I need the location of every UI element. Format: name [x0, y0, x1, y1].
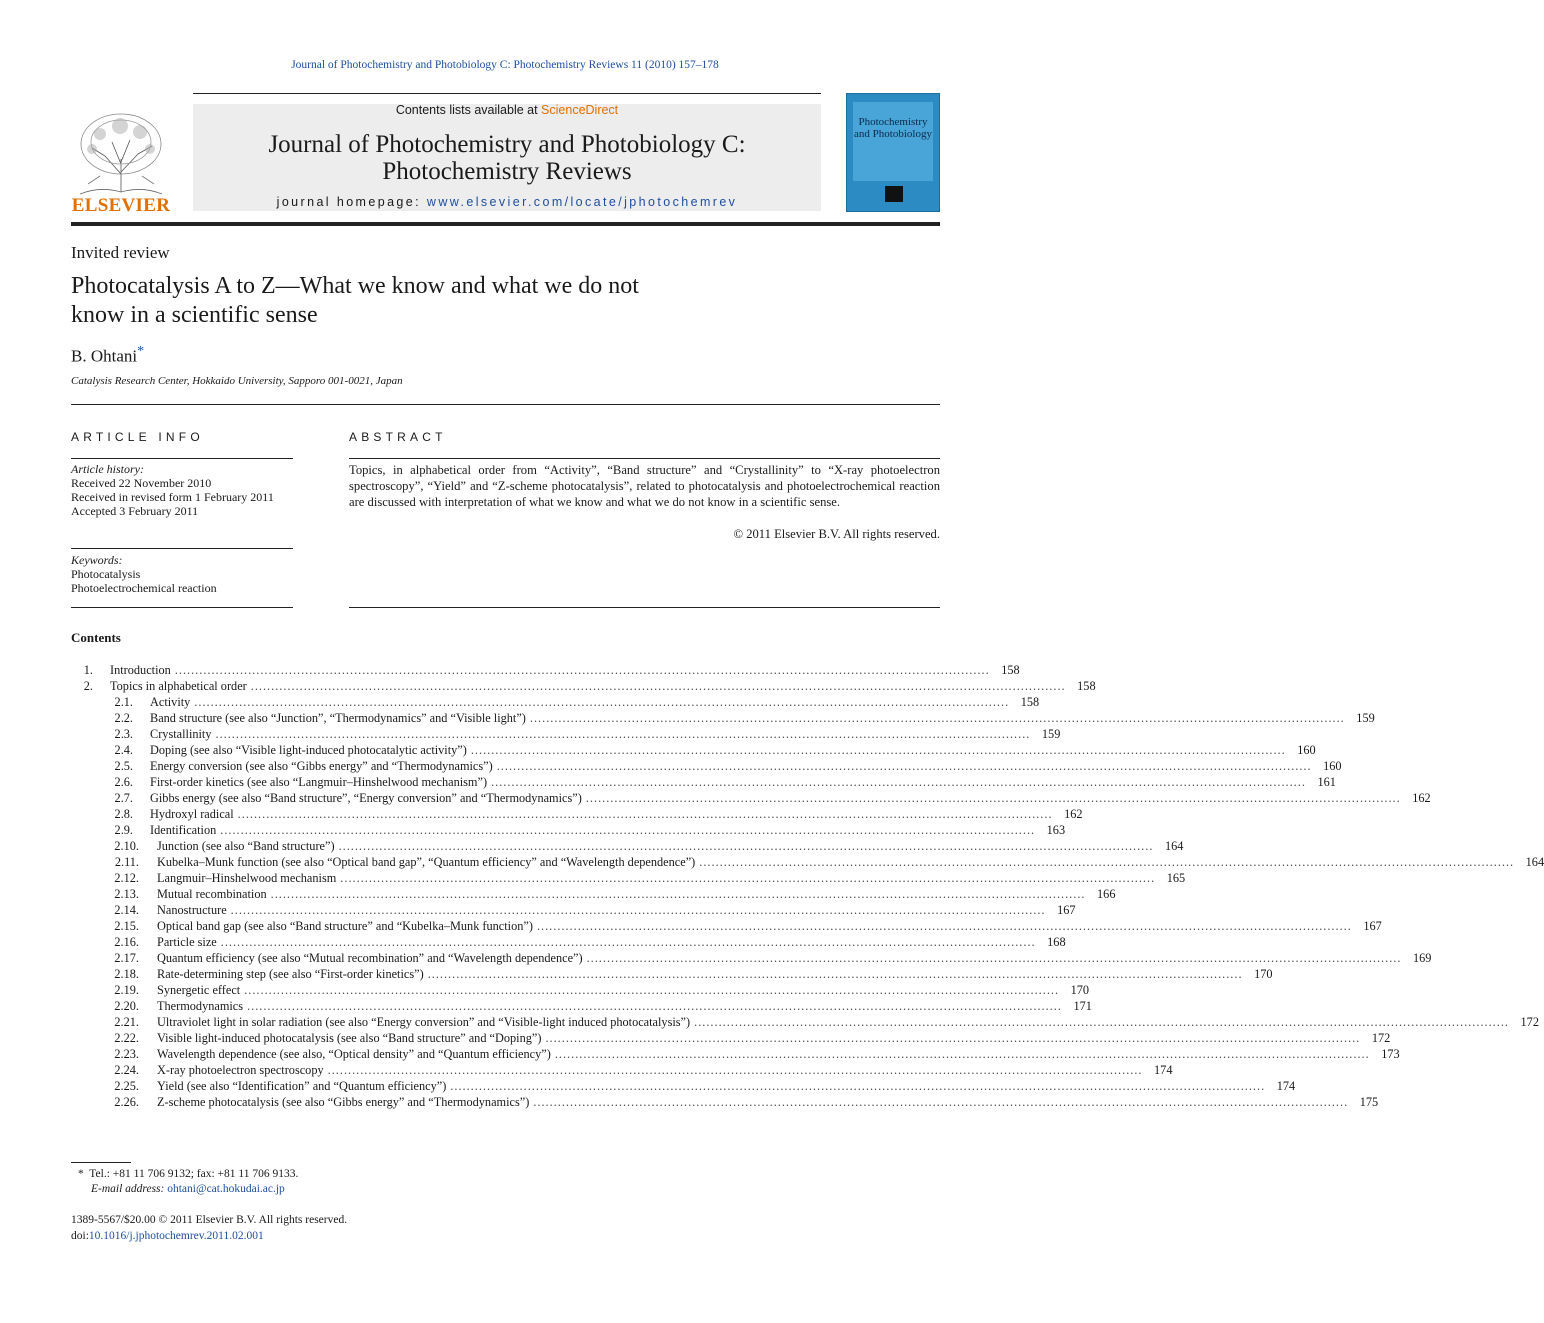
toc-entry-page[interactable]: 160 [1323, 759, 1342, 773]
toc-entry-number: 2.16. [114, 935, 139, 949]
table-of-contents [71, 662, 1544, 1110]
toc-entry[interactable] [71, 806, 1083, 822]
toc-entry[interactable] [71, 774, 1336, 790]
toc-entry[interactable] [71, 982, 1090, 998]
toc-entry[interactable] [71, 694, 1040, 710]
header-thick-rule [71, 222, 940, 226]
toc-entry-title[interactable]: X-ray photoelectron spectroscopy [157, 1063, 324, 1077]
toc-entry-title[interactable]: Mutual recombination [157, 887, 267, 901]
toc-entry-page[interactable]: 173 [1381, 1047, 1400, 1061]
article-title-line-2: know in a scientific sense [71, 302, 318, 328]
toc-leader-dots: ........................................................................................................................................................................................................ [247, 999, 1062, 1013]
publisher-wordmark: ELSEVIER [71, 195, 171, 216]
author [71, 344, 144, 367]
toc-entry-page[interactable]: 162 [1412, 791, 1431, 805]
toc-entry-number: 2.6. [114, 775, 133, 789]
toc-entry-page[interactable]: 168 [1047, 935, 1066, 949]
toc-entry-title[interactable]: Activity [150, 695, 191, 709]
toc-entry-number: 2.23. [114, 1047, 139, 1061]
journal-cover-image [846, 93, 940, 212]
toc-leader-dots: ........................................................................................................................................................................................................ [586, 951, 1402, 965]
toc-entry-title[interactable]: Junction (see also “Band structure”) [157, 839, 335, 853]
toc-leader-dots: ........................................................................................................................................................................................................ [450, 1079, 1266, 1093]
email-label: E-mail address: [91, 1183, 165, 1195]
toc-entry-page[interactable]: 160 [1297, 743, 1316, 757]
toc-entry-page[interactable]: 174 [1276, 1079, 1296, 1093]
toc-entry[interactable] [71, 1014, 1539, 1030]
toc-entry-title[interactable]: Topics in alphabetical order [110, 679, 247, 693]
footnote [78, 1167, 298, 1197]
keyword: Photocatalysis [71, 567, 141, 581]
author-name[interactable]: B. Ohtani [71, 346, 138, 366]
toc-entry-title[interactable]: Doping (see also “Visible light-induced photocatalytic activity”) [150, 743, 467, 757]
toc-entry-title[interactable]: Rate-determining step (see also “First-order kinetics”) [157, 967, 424, 981]
toc-entry-title[interactable]: Ultraviolet light in solar radiation (see also “Energy conversion” and “Visible-light induced photocatalysis”) [157, 1015, 691, 1029]
toc-leader-dots: ........................................................................................................................................................................................................ [270, 887, 1086, 901]
toc-leader-dots: ........................................................................................................................................................................................................ [585, 791, 1401, 805]
toc-entry[interactable] [71, 886, 1116, 902]
toc-entry-title[interactable]: Wavelength dependence (see also, “Optical density” and “Quantum efficiency”) [157, 1047, 551, 1061]
article-type: Invited review [71, 243, 170, 262]
toc-entry-page[interactable]: 166 [1097, 887, 1116, 901]
toc-entry-title[interactable]: Yield (see also “Identification” and “Quantum efficiency”) [157, 1079, 447, 1093]
issn-line: 1389-5567/$20.00 © 2011 Elsevier B.V. All rights reserved. [71, 1214, 348, 1226]
toc-entry-title[interactable]: Langmuir–Hinshelwood mechanism [157, 871, 337, 885]
contents-availability [193, 103, 821, 117]
toc-entry-number: 2.2. [114, 711, 133, 725]
toc-entry-title[interactable]: Z-scheme photocatalysis (see also “Gibbs energy” and “Thermodynamics”) [157, 1095, 530, 1109]
toc-leader-dots: ........................................................................................................................................................................................................ [340, 871, 1156, 885]
toc-leader-dots: ........................................................................................................................................................................................................ [174, 663, 990, 677]
toc-entry[interactable] [71, 1030, 1391, 1046]
history-label: Article history: [71, 462, 144, 476]
toc-entry-number: 2.5. [114, 759, 133, 773]
article-title-line-1: Photocatalysis A to Z—What we know and what we do not [71, 273, 639, 299]
toc-leader-dots: ........................................................................................................................................................................................................ [491, 775, 1306, 789]
accepted-date: Accepted 3 February 2011 [71, 504, 199, 518]
toc-leader-dots: ........................................................................................................................................................................................................ [230, 903, 1046, 917]
toc-entry-title[interactable]: Band structure (see also “Junction”, “Thermodynamics” and “Visible light”) [150, 711, 526, 725]
toc-entry[interactable] [71, 838, 1184, 854]
publication-info [71, 1212, 347, 1244]
toc-entry-number: 2.1. [114, 695, 133, 709]
section-rule [71, 404, 940, 405]
doi-label: doi: [71, 1230, 89, 1242]
abstract-heading: ABSTRACT [349, 430, 447, 444]
toc-entry-page[interactable]: 164 [1164, 839, 1184, 853]
toc-leader-dots: ........................................................................................................................................................................................................ [496, 759, 1312, 773]
journal-title [193, 131, 821, 185]
toc-entry-number: 2.22. [114, 1031, 139, 1045]
toc-entry-page[interactable]: 167 [1363, 919, 1382, 933]
footnote-mark: * [78, 1168, 84, 1180]
journal-homepage [193, 195, 821, 209]
toc-leader-dots: ........................................................................................................................................................................................................ [554, 1047, 1370, 1061]
toc-entry-title[interactable]: First-order kinetics (see also “Langmuir–Hinshelwood mechanism”) [150, 775, 488, 789]
toc-entry[interactable] [71, 662, 1020, 678]
toc-entry-number: 2.13. [114, 887, 139, 901]
toc-entry[interactable] [71, 854, 1544, 870]
article-info-bottom-rule [71, 607, 293, 608]
toc-entry-number: 2.26. [114, 1095, 139, 1109]
abstract-bottom-rule [349, 607, 940, 608]
toc-entry-page[interactable]: 158 [1001, 663, 1020, 677]
toc-leader-dots: ........................................................................................................................................................................................................ [427, 967, 1243, 981]
toc-leader-dots: ........................................................................................................................................................................................................ [699, 855, 1515, 869]
keywords-rule [71, 548, 293, 549]
toc-entry[interactable] [71, 902, 1076, 918]
toc-entry-number: 2. [83, 679, 93, 693]
abstract-copyright: © 2011 Elsevier B.V. All rights reserved. [733, 527, 940, 541]
article-info-rule [71, 458, 293, 459]
toc-entry-number: 2.4. [114, 743, 133, 757]
toc-entry-number: 2.15. [114, 919, 139, 933]
toc-entry[interactable] [71, 950, 1432, 966]
keywords [71, 553, 217, 595]
toc-entry[interactable] [71, 934, 1066, 950]
toc-leader-dots: ........................................................................................................................................................................................................ [470, 743, 1286, 757]
toc-entry-page[interactable]: 174 [1154, 1063, 1173, 1077]
toc-entry-page[interactable]: 172 [1371, 1031, 1391, 1045]
toc-entry-title[interactable]: Gibbs energy (see also “Band structure”, “Energy conversion” and “Thermodynamics”) [150, 791, 582, 805]
toc-entry-page[interactable]: 170 [1254, 967, 1273, 981]
toc-entry-number: 2.11. [114, 855, 139, 869]
toc-entry[interactable] [71, 710, 1375, 726]
toc-entry[interactable] [71, 678, 1096, 694]
toc-entry[interactable] [71, 1094, 1379, 1110]
toc-entry[interactable] [71, 1078, 1296, 1094]
toc-leader-dots: ........................................................................................................................................................................................................ [194, 695, 1010, 709]
article-title [71, 272, 771, 330]
toc-leader-dots: ........................................................................................................................................................................................................ [533, 1095, 1349, 1109]
toc-entry-page[interactable]: 169 [1412, 951, 1432, 965]
toc-entry-title[interactable]: Thermodynamics [157, 999, 244, 1013]
journal-title-line-2: Photochemistry Reviews [382, 158, 632, 185]
toc-entry-number: 2.9. [114, 823, 133, 837]
contents-prefix: Contents lists available at [395, 103, 542, 117]
toc-leader-dots: ........................................................................................................................................................................................................ [237, 807, 1053, 821]
toc-entry-page[interactable]: 170 [1070, 983, 1090, 997]
toc-entry-number: 2.18. [114, 967, 139, 981]
cover-publisher-logo [885, 186, 903, 202]
toc-entry-page[interactable]: 163 [1046, 823, 1066, 837]
footnote-phone: Tel.: +81 11 706 9132; fax: +81 11 706 9133. [89, 1168, 299, 1180]
toc-entry-title[interactable]: Quantum efficiency (see also “Mutual recombination” and “Wavelength dependence”) [157, 951, 583, 965]
toc-entry-number: 2.20. [114, 999, 139, 1013]
toc-entry-page[interactable]: 159 [1356, 711, 1375, 725]
journal-title-line-1: Journal of Photochemistry and Photobiology C: [268, 131, 746, 158]
toc-entry-number: 2.21. [114, 1015, 139, 1029]
toc-entry-number: 2.12. [114, 871, 139, 885]
toc-entry-title[interactable]: Synergetic effect [157, 983, 241, 997]
toc-entry-page[interactable]: 158 [1077, 679, 1096, 693]
affiliation: Catalysis Research Center, Hokkaido University, Sapporo 001-0021, Japan [71, 375, 403, 387]
toc-entry[interactable] [71, 822, 1066, 838]
doi-link[interactable]: 10.1016/j.jphotochemrev.2011.02.001 [88, 1230, 264, 1242]
toc-entry[interactable] [71, 790, 1431, 806]
toc-entry-title[interactable]: Nanostructure [157, 903, 227, 917]
toc-entry-page[interactable]: 167 [1057, 903, 1076, 917]
cover-panel [853, 102, 933, 181]
toc-entry[interactable] [71, 918, 1382, 934]
toc-entry-number: 2.10. [114, 839, 139, 853]
toc-entry-page[interactable]: 172 [1520, 1015, 1539, 1029]
toc-leader-dots: ........................................................................................................................................................................................................ [536, 919, 1352, 933]
toc-entry-title[interactable]: Crystallinity [150, 727, 212, 741]
toc-leader-dots: ........................................................................................................................................................................................................ [244, 983, 1060, 997]
toc-leader-dots: ........................................................................................................................................................................................................ [215, 727, 1031, 741]
toc-leader-dots: ........................................................................................................................................................................................................ [694, 1015, 1509, 1029]
contents-heading: Contents [71, 630, 121, 645]
footnote-rule [71, 1162, 131, 1163]
toc-leader-dots: ........................................................................................................................................................................................................ [529, 711, 1345, 725]
article-history [71, 462, 274, 518]
toc-entry-title[interactable]: Visible light-induced photocatalysis (see also “Band structure” and “Doping”) [157, 1031, 542, 1045]
toc-entry-number: 1. [83, 663, 93, 677]
toc-entry-page[interactable]: 175 [1359, 1095, 1379, 1109]
toc-entry[interactable] [71, 758, 1342, 774]
toc-entry-page[interactable]: 158 [1020, 695, 1040, 709]
email-link[interactable]: ohtani@cat.hokudai.ac.jp [167, 1183, 285, 1195]
toc-entry[interactable] [71, 998, 1092, 1014]
toc-entry-page[interactable]: 162 [1064, 807, 1083, 821]
received-date: Received 22 November 2010 [71, 476, 212, 490]
toc-entry-number: 2.8. [114, 807, 133, 821]
toc-entry-title[interactable]: Introduction [110, 663, 171, 677]
author-footnote-mark[interactable]: * [137, 344, 145, 359]
keywords-label: Keywords: [71, 553, 123, 567]
toc-entry-page[interactable]: 159 [1041, 727, 1061, 741]
journal-citation[interactable]: Journal of Photochemistry and Photobiology C: Photochemistry Reviews 11 (2010) 157–178 [291, 59, 719, 71]
toc-entry-number: 2.17. [114, 951, 139, 965]
toc-entry-title[interactable]: Identification [150, 823, 217, 837]
toc-leader-dots: ........................................................................................................................................................................................................ [338, 839, 1154, 853]
footnote-email-line [78, 1182, 298, 1197]
homepage-link[interactable]: www.elsevier.com/locate/jphotochemrev [426, 195, 738, 209]
toc-entry[interactable] [71, 966, 1273, 982]
toc-entry-number: 2.25. [114, 1079, 139, 1093]
toc-leader-dots: ........................................................................................................................................................................................................ [545, 1031, 1361, 1045]
toc-entry-number: 2.7. [114, 791, 133, 805]
toc-entry[interactable] [71, 1062, 1173, 1078]
toc-entry-title[interactable]: Particle size [157, 935, 217, 949]
revised-date: Received in revised form 1 February 2011 [71, 490, 274, 504]
toc-leader-dots: ........................................................................................................................................................................................................ [220, 823, 1036, 837]
toc-entry-number: 2.14. [114, 903, 139, 917]
toc-entry-title[interactable]: Kubelka–Munk function (see also “Optical band gap”, “Quantum efficiency” and “Wavelength dependence”) [157, 855, 696, 869]
toc-entry-title[interactable]: Hydroxyl radical [150, 807, 234, 821]
toc-entry-number: 2.3. [114, 727, 133, 741]
cover-title: Photochemistry and Photobiology [854, 116, 932, 140]
toc-entry-title[interactable]: Optical band gap (see also “Band structure” and “Kubelka–Munk function”) [157, 919, 533, 933]
doi-line [71, 1228, 347, 1244]
toc-entry-page[interactable]: 164 [1525, 855, 1544, 869]
toc-entry-page[interactable]: 171 [1073, 999, 1092, 1013]
toc-entry[interactable] [71, 870, 1186, 886]
toc-leader-dots: ........................................................................................................................................................................................................ [250, 679, 1066, 693]
toc-entry-number: 2.24. [114, 1063, 139, 1077]
toc-entry-number: 2.19. [114, 983, 139, 997]
header-top-rule [193, 93, 821, 94]
toc-entry[interactable] [71, 742, 1316, 758]
homepage-label: journal homepage: [276, 195, 427, 209]
toc-leader-dots: ........................................................................................................................................................................................................ [220, 935, 1036, 949]
toc-entry-page[interactable]: 161 [1317, 775, 1336, 789]
sciencedirect-link[interactable]: ScienceDirect [541, 103, 619, 117]
abstract-text: Topics, in alphabetical order from “Activity”, “Band structure” and “Crystallinity” to “X-ray photoelectron spectroscopy”, “Yield” and “Z-scheme photocatalysis”, related to photocatalysis and photoelectrochemical reaction are discussed with interpretation of what we know and what we do not know in a scientific sense. [349, 463, 940, 509]
article-info-heading: ARTICLE INFO [71, 430, 204, 444]
keyword: Photoelectrochemical reaction [71, 581, 217, 595]
footnote-contact [78, 1167, 298, 1182]
toc-entry-title[interactable]: Energy conversion (see also “Gibbs energy” and “Thermodynamics”) [150, 759, 493, 773]
toc-entry[interactable] [71, 726, 1061, 742]
abstract-rule [349, 458, 940, 459]
toc-leader-dots: ........................................................................................................................................................................................................ [327, 1063, 1143, 1077]
toc-entry-page[interactable]: 165 [1166, 871, 1186, 885]
toc-entry[interactable] [71, 1046, 1400, 1062]
